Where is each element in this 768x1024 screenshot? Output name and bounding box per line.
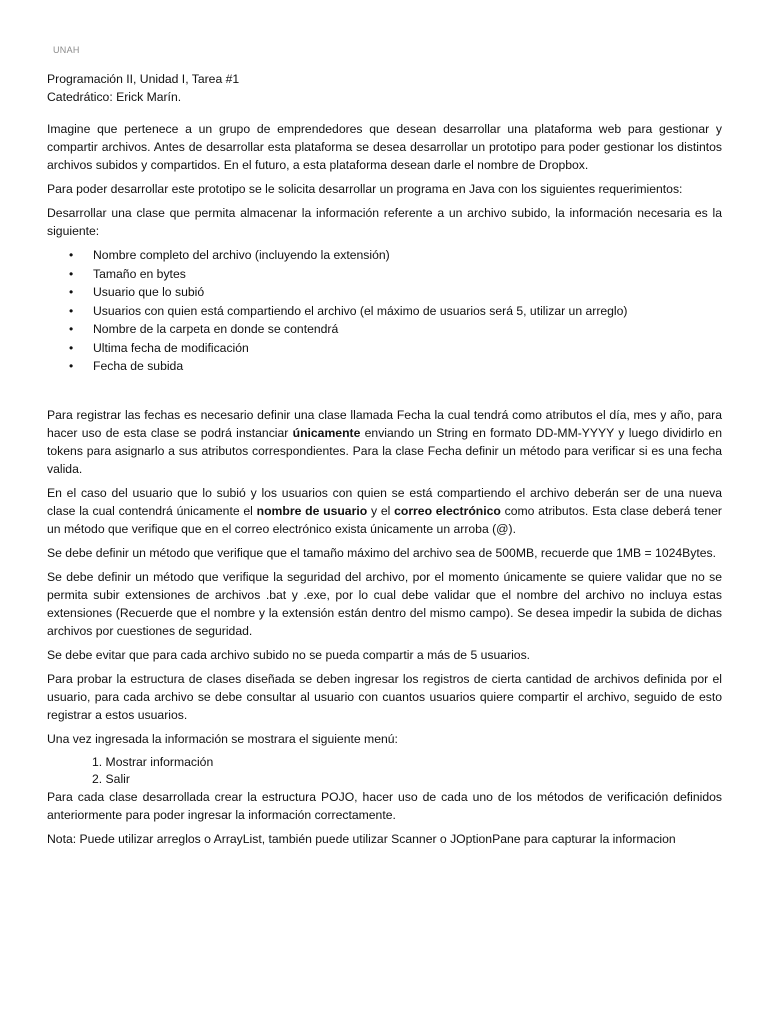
menu-list <box>47 754 722 788</box>
bullet-icon: • <box>69 266 74 281</box>
bullet-icon: • <box>69 340 74 355</box>
list-item: • Fecha de subida <box>67 357 722 376</box>
bullet-icon: • <box>69 359 74 373</box>
list-item: • Ultima fecha de modificación <box>67 339 722 358</box>
title-block <box>47 70 722 106</box>
menu-item: 1. Mostrar información <box>92 754 214 769</box>
instructor-line: Catedrático: Erick Marín. <box>47 90 182 104</box>
user-class-paragraph: En el caso del usuario que lo subió y los usuarios con quien se está compartiendo el archivo deberán ser de una nueva clase la cual contendrá únicamente el nombre de usuario y el correo electrónico como atributos. Esta clase deberá tener un método que verifique que en el correo electrónico exista únicamente un arroba (@). <box>47 485 722 536</box>
intro-paragraph: Imagine que pertenece a un grupo de emprendedores que desean desarrollar una plataforma web para gestionar y compartir archivos. Antes de desarrollar esta plataforma se desea desarrollar un prototipo para poder gestionar los distintos archivos subidos y compartidos. En el futuro, a esta plataforma desean darle el nombre de Dropbox. <box>47 122 722 172</box>
assignment-title: Programación II, Unidad I, Tarea #1 <box>47 72 240 86</box>
bullet-icon: • <box>69 322 74 336</box>
list-item: • Nombre completo del archivo (incluyendo la extensión) <box>67 246 722 265</box>
list-item: • Usuario que lo subió <box>67 283 722 302</box>
menu-intro-paragraph: Una vez ingresada la información se mostrara el siguiente menú: <box>47 731 398 746</box>
security-check-paragraph: Se debe definir un método que verifique la seguridad del archivo, por el momento únicamente se quiere validar que no se permita subir extensiones de archivos .bat y .exe, por lo cual debe validar que el nombre del archivo no incluya estas extensiones (Recuerde que el nombre y la extensión están dentro del mismo campo). Se desea impedir la subida de dichas archivos por cuestiones de seguridad. <box>47 569 722 638</box>
note-paragraph: Nota: Puede utilizar arreglos o ArrayList, también puede utilizar Scanner o JOptionPane para capturar la informacion <box>47 831 676 846</box>
bullet-icon: • <box>69 248 74 262</box>
share-limit-paragraph: Se debe evitar que para cada archivo subido no se pueda compartir a más de 5 usuarios. <box>47 647 531 662</box>
list-item: • Nombre de la carpeta en donde se contendrá <box>67 320 722 339</box>
size-check-paragraph: Se debe definir un método que verifique que el tamaño máximo del archivo sea de 500MB, recuerde que 1MB = 1024Bytes. <box>47 545 717 560</box>
menu-item: 2. Salir <box>92 771 130 786</box>
bullet-icon: • <box>69 303 74 318</box>
pojo-paragraph: Para cada clase desarrollada crear la estructura POJO, hacer uso de cada uno de los métodos de verificación definidos anteriormente para poder ingresar la información correctamente. <box>47 789 722 822</box>
file-class-paragraph: Desarrollar una clase que permita almacenar la información referente a un archivo subido, la información necesaria es la siguiente: <box>47 206 722 238</box>
list-item: • Usuarios con quien está compartiendo el archivo (el máximo de usuarios será 5, utilizar un arreglo) <box>67 302 722 321</box>
bullet-icon: • <box>69 285 74 299</box>
document-body <box>47 70 722 848</box>
list-item: • Tamaño en bytes <box>67 265 722 284</box>
requirements-intro: Para poder desarrollar este prototipo se le solicita desarrollar un programa en Java con los siguientes requerimientos: <box>47 182 683 196</box>
page-header: UNAH <box>53 45 80 55</box>
date-class-paragraph: Para registrar las fechas es necesario definir una clase llamada Fecha la cual tendrá como atributos el día, mes y año, para hacer uso de esta clase se podrá instanciar únicamente enviando un String en formato DD-MM-YYYY y luego dividirlo en tokens para asignarlo a sus atributos correspondientes. Para la clase Fecha definir un método para verificar si es una fecha valida. <box>47 407 722 476</box>
file-attributes-list <box>47 246 722 376</box>
testing-paragraph: Para probar la estructura de clases diseñada se deben ingresar los registros de cierta cantidad de archivos definida por el usuario, para cada archivo se debe consultar al usuario con cuantos usuarios quiere compartir el archivo, seguido de esto registrar a estos usuarios. <box>47 671 722 722</box>
